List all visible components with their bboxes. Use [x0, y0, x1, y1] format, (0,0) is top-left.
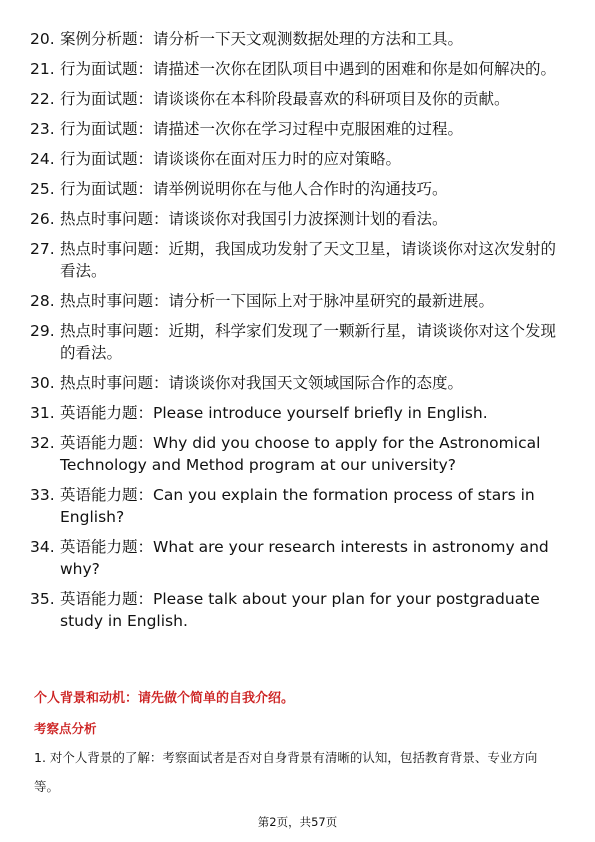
question-number: 20.: [30, 30, 55, 48]
question-number: 27.: [30, 240, 55, 258]
list-item: [30, 588, 565, 632]
question-number: 22.: [30, 90, 55, 108]
question-text: 案例分析题：请分析一下天文观测数据处理的方法和工具。: [60, 30, 464, 48]
question-text: 热点时事问题：请谈谈你对我国天文领域国际合作的态度。: [60, 374, 464, 392]
question-number: 26.: [30, 210, 55, 228]
list-item: [30, 148, 565, 170]
question-text: 行为面试题：请描述一次你在团队项目中遇到的困难和你是如何解决的。: [60, 60, 557, 78]
question-number: 25.: [30, 180, 55, 198]
question-number: 23.: [30, 120, 55, 138]
analysis-paragraph: 1. 对个人背景的了解：考察面试者是否对自身背景有清晰的认知，包括教育背景、专业方向等。: [34, 750, 538, 794]
question-text: 行为面试题：请谈谈你在本科阶段最喜欢的科研项目及你的贡献。: [60, 90, 510, 108]
list-item: [30, 208, 565, 230]
question-text: 英语能力题：Please talk about your plan for your postgraduate study in English.: [60, 590, 540, 630]
question-number: 30.: [30, 374, 55, 392]
question-number: 24.: [30, 150, 55, 168]
list-item: [30, 178, 565, 200]
question-number: 33.: [30, 486, 55, 504]
question-number: 32.: [30, 434, 55, 452]
question-text: 热点时事问题：请分析一下国际上对于脉冲星研究的最新进展。: [60, 292, 495, 310]
page-footer: 第2页，共57页: [257, 815, 338, 829]
question-text: 英语能力题：What are your research interests in astronomy and why?: [60, 538, 549, 578]
question-text: 行为面试题：请举例说明你在与他人合作时的沟通技巧。: [60, 180, 448, 198]
analysis-heading: 考察点分析: [34, 721, 97, 736]
list-item: [30, 484, 565, 528]
list-item: [30, 536, 565, 580]
question-list: [30, 28, 565, 640]
question-text: 英语能力题：Can you explain the formation process of stars in English?: [60, 486, 535, 526]
list-item: [30, 372, 565, 394]
question-text: 英语能力题：Please introduce yourself briefly in English.: [60, 404, 488, 422]
question-text: 行为面试题：请描述一次你在学习过程中克服困难的过程。: [60, 120, 464, 138]
question-text: 热点时事问题：请谈谈你对我国引力波探测计划的看法。: [60, 210, 448, 228]
question-number: 35.: [30, 590, 55, 608]
list-item: [30, 432, 565, 476]
list-item: [30, 58, 565, 80]
question-number: 21.: [30, 60, 55, 78]
question-number: 34.: [30, 538, 55, 556]
list-item: [30, 238, 565, 282]
question-text: 行为面试题：请谈谈你在面对压力时的应对策略。: [60, 150, 402, 168]
question-number: 28.: [30, 292, 55, 310]
question-text: 热点时事问题：近期，科学家们发现了一颗新行星，请谈谈你对这个发现的看法。: [60, 322, 557, 362]
list-item: [30, 290, 565, 312]
list-item: [30, 118, 565, 140]
question-text: 热点时事问题：近期，我国成功发射了天文卫星，请谈谈你对这次发射的看法。: [60, 240, 557, 280]
list-item: [30, 88, 565, 110]
question-number: 31.: [30, 404, 55, 422]
question-text: 英语能力题：Why did you choose to apply for the Astronomical Technology and Method program at our university?: [60, 434, 541, 474]
list-item: [30, 28, 565, 50]
list-item: [30, 402, 565, 424]
section-title: 个人背景和动机：请先做个简单的自我介绍。: [34, 691, 295, 706]
list-item: [30, 320, 565, 364]
question-number: 29.: [30, 322, 55, 340]
